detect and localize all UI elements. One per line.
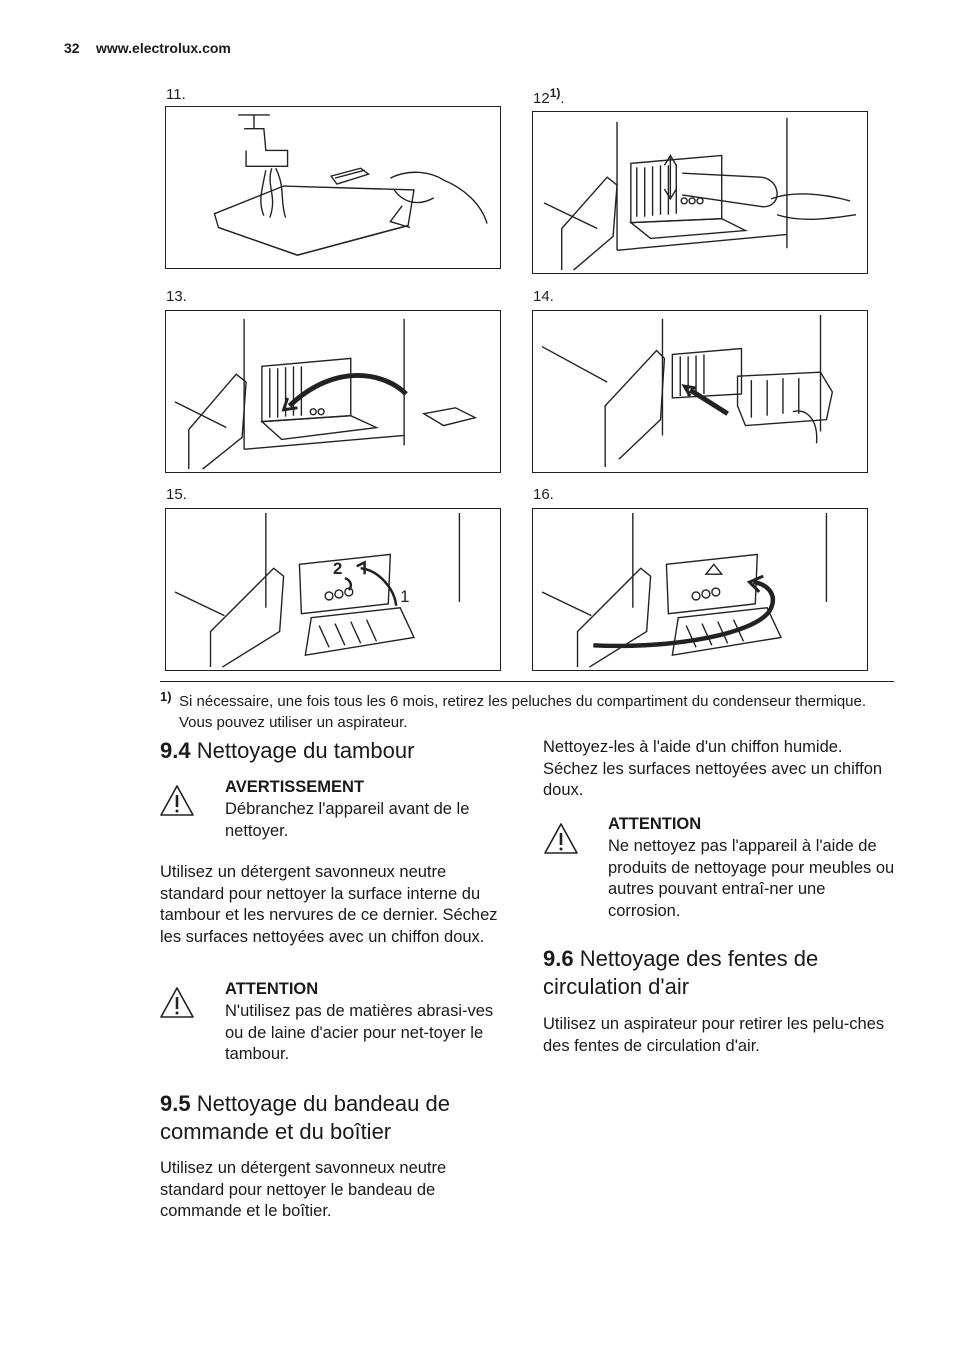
figure-16-label: 16. — [533, 486, 554, 503]
callout-2: 2 — [333, 559, 343, 579]
figure-11-image — [165, 106, 501, 269]
website-url: www.electrolux.com — [96, 40, 231, 56]
attention-icon-2 — [543, 822, 579, 861]
figure-11-label: 11. — [166, 86, 186, 103]
section-9-4-body: Utilisez un détergent savonneux neutre standard pour nettoyer la surface interne du tambour et les nervures de ce dernier. Séchez les surfaces nettoyées avec un chiffon doux. — [160, 863, 498, 946]
attention-text: N'utilisez pas de matières abrasi-ves ou de laine d'acier pour net-toyer le tambour. — [225, 1002, 494, 1063]
figure-15-image — [165, 508, 501, 671]
condenser-remove-illustration — [166, 311, 500, 472]
section-9-6-heading: 9.6 Nettoyage des fentes de circulation d'air — [543, 946, 819, 999]
attention-title: ATTENTION — [225, 980, 319, 998]
attention-text-2: Ne nettoyez pas l'appareil à l'aide de produits de nettoyage pour meubles ou autres pouvant entraî-ner une corrosion. — [608, 837, 895, 920]
section-9-5-heading: 9.5 Nettoyage du bandeau de commande et du boîtier — [160, 1091, 450, 1144]
section-9-6-body: Utilisez un aspirateur pour retirer les pelu-ches des fentes de circulation d'air. — [543, 1015, 885, 1055]
filter-rinse-illustration — [166, 107, 500, 268]
attention-title-2: ATTENTION — [608, 815, 702, 833]
condenser-clean-illustration — [533, 311, 867, 472]
figure-13-image — [165, 310, 501, 473]
figure-12-footnote-ref[interactable]: 1) — [549, 86, 561, 100]
warning-icon — [159, 784, 195, 823]
figure-13-label: 13. — [166, 288, 187, 305]
figure-12-label: 12$^{1)}$. — [533, 86, 565, 107]
footnote-divider — [160, 681, 894, 682]
section-9-5-body-continued: Nettoyez-les à l'aide d'un chiffon humide. Séchez les surfaces nettoyées avec un chiffon doux. — [543, 738, 883, 799]
section-9-4-heading: 9.4 Nettoyage du tambour — [160, 738, 415, 763]
figure-14-label: 14. — [533, 288, 554, 305]
attention-icon — [159, 986, 195, 1025]
figure-15-label: 15. — [166, 486, 187, 503]
figure-16-image — [532, 508, 868, 671]
figure-14-image — [532, 310, 868, 473]
callout-1: 1 — [400, 586, 410, 606]
page-number: 32 — [64, 40, 80, 56]
close-door-illustration — [533, 509, 867, 670]
warning-text: Débranchez l'appareil avant de le nettoyer. — [225, 800, 470, 840]
figure-12-image — [532, 111, 868, 274]
condenser-vacuum-illustration — [533, 112, 867, 273]
footnote-text: Si nécessaire, une fois tous les 6 mois, retirez les peluches du compartiment du condenseur thermique. Vous pouvez utiliser un aspirateur. — [179, 693, 867, 731]
footnote-marker: 1) — [160, 689, 172, 704]
lock-knob-illustration — [166, 509, 500, 670]
warning-title: AVERTISSEMENT — [225, 778, 365, 796]
section-9-5-body: Utilisez un détergent savonneux neutre standard pour nettoyer le bandeau de commande et le boîtier. — [160, 1159, 447, 1220]
